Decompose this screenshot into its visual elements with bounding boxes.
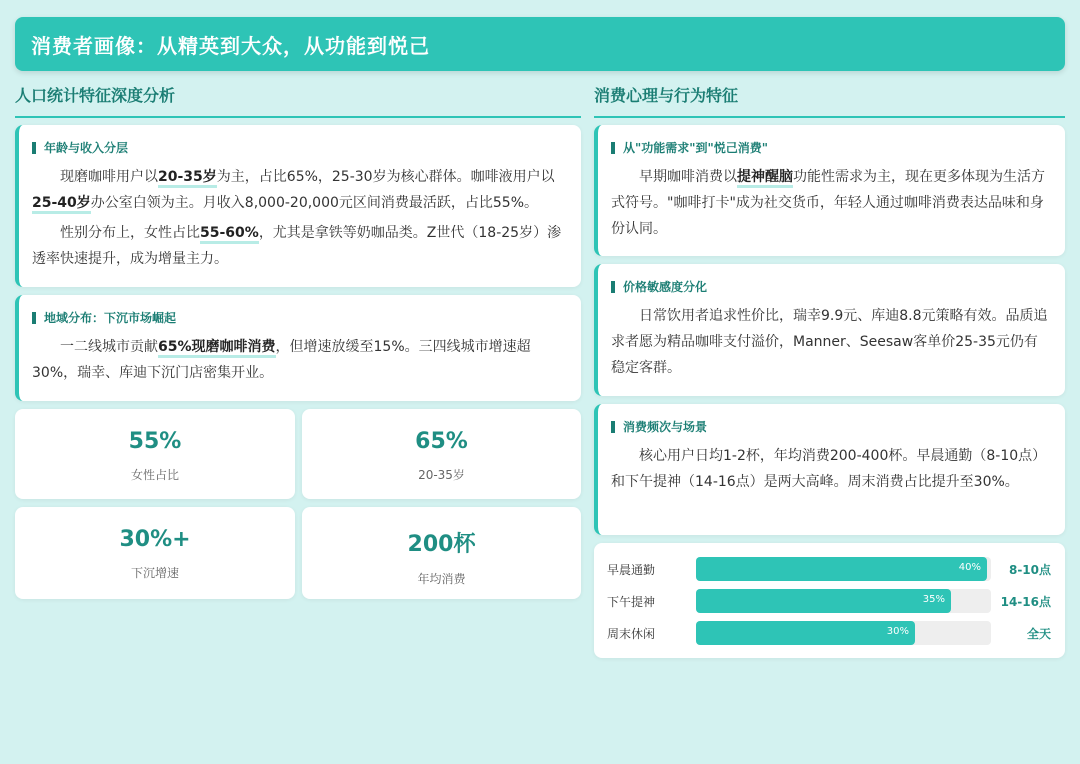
scene-track [696,621,991,645]
scene-name: 下午提神 [607,595,656,609]
psychology-card [594,125,1065,256]
highlight-age-20-35: 20-35岁 [158,169,217,188]
stat-card-cups [302,507,581,599]
psychology-section-title: 消费心理与行为特征 [594,84,1065,118]
page-title: 消费者画像：从精英到大众，从功能到悦己 [31,33,430,58]
title-marker [32,312,36,324]
scene-fill-bar [696,589,951,613]
price-title: 价格敏感度分化 [623,280,708,294]
title-marker [32,142,36,154]
price-sensitivity-card [594,264,1065,396]
scene-name: 周末休闲 [607,627,656,641]
price-paragraph: 日常饮用者追求性价比，瑞幸9.9元、库迪8.8元策略有效。品质追求者愿为精品咖啡支付溢价，Manner、Seesaw客单价25-35元仍有稳定客群。 [611,308,1048,376]
age-income-title: 年龄与收入分层 [44,141,129,155]
scene-row-weekend [594,621,1065,645]
stat-label: 下沉增速 [130,566,179,580]
stat-card-female [15,409,295,499]
highlight-wakeup: 提神醒脑 [737,169,793,188]
frequency-title: 消费频次与场景 [623,420,708,434]
scene-percent: 35% [922,594,945,605]
stat-value: 30%+ [119,527,191,552]
stat-label: 女性占比 [130,468,179,482]
psychology-paragraph: 早期咖啡消费以提神醒脑功能性需求为主，现在更多体现为生活方式符号。"咖啡打卡"成为社交货币，年轻人通过咖啡消费表达品味和身份认同。 [611,169,1045,237]
stat-value: 200杯 [407,532,476,557]
stat-label: 20-35岁 [418,468,465,482]
region-card [15,295,581,401]
scene-percent: 30% [886,626,909,637]
region-title: 地域分布：下沉市场崛起 [44,311,177,325]
frequency-card [594,404,1065,535]
age-income-paragraph-1: 现磨咖啡用户以20-35岁为主，占比65%，25-30岁为核心群体。咖啡液用户以25-40岁办公室白领为主。月收入8,000-20,000元区间消费最活跃，占比55%。 [32,164,567,216]
title-marker [611,142,615,154]
scene-row-afternoon [594,589,1065,613]
stat-value: 55% [128,429,182,454]
page-banner [15,17,1065,71]
scene-percent: 40% [958,562,981,573]
scene-time: 14-16点 [1000,595,1051,609]
age-income-paragraph-2: 性别分布上，女性占比55-60%，尤其是拿铁等奶咖品类。Z世代（18-25岁）渗透率快速提升，成为增量主力。 [32,225,562,267]
scene-name: 早晨通勤 [607,563,656,577]
stat-card-age [302,409,581,499]
scene-row-morning [594,557,1065,581]
scene-track [696,589,991,613]
highlight-city-share: 65%现磨咖啡消费 [158,339,276,358]
age-income-card [15,125,581,287]
scene-time: 全天 [1026,627,1051,641]
demographics-section-title: 人口统计特征深度分析 [15,84,581,118]
demographics-column [15,84,581,118]
frequency-paragraph: 核心用户日均1-2杯，年均消费200-400杯。早晨通勤（8-10点）和下午提神（14-16点）是两大高峰。周末消费占比提升至30%。 [611,448,1047,490]
stat-value: 65% [415,429,468,454]
title-marker [611,281,615,293]
highlight-female-share: 55-60% [200,225,259,244]
region-paragraph: 一二线城市贡献65%现磨咖啡消费，但增速放缓至15%。三四线城市增速超30%，瑞幸、库迪下沉门店密集开业。 [32,339,531,381]
psychology-title: 从"功能需求"到"悦己消费" [623,141,769,155]
stat-label: 年均消费 [417,572,466,586]
stat-card-growth [15,507,295,599]
title-marker [611,421,615,433]
scene-time: 8-10点 [1008,563,1051,577]
scene-fill-bar [696,557,987,581]
scene-bar-chart [594,543,1065,658]
scene-fill-bar [696,621,915,645]
psychology-column [594,84,1065,118]
scene-track [696,557,991,581]
highlight-age-25-40: 25-40岁 [32,195,91,214]
